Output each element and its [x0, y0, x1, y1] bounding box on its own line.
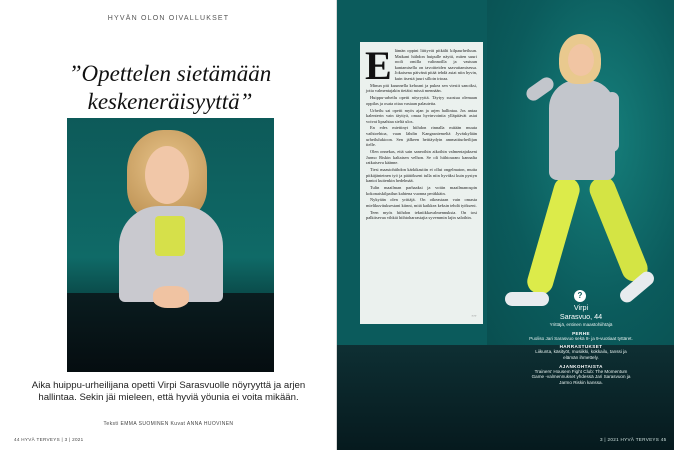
portrait-photo	[67, 118, 274, 372]
body-paragraph: Tulin maailman parhaaksi ja voitin maailmancupin kokonaiskilpailun kahtena vuonna peräkkäin.	[366, 184, 477, 196]
profile-job: Yrittäjä, entinen maastohiihtäjä	[549, 322, 613, 328]
body-paragraph: lämän oppini liittyvät pitkälti kilpaurheiluun. Matkani hiihdon huipulle näytti, miten suuri rooli omilla valinnoilla ja vastuun kantamisella on tavoitteiden saavuttamisessa. Jokaisena päivänä pitää tehdä asiat niin hyvin, kuin itsestä juuri silloin irtoaa.	[394, 48, 477, 81]
body-paragraph: Minun piti kuunnella kehoani ja pukea sen viestit sanoiksi, jotta valmentajakin tietäisi missä mennään.	[366, 82, 477, 94]
hobbies-label: HARRASTUKSET	[559, 344, 603, 350]
page-folio-left: 44 HYVÄ TERVEYS | 3 | 2021	[14, 437, 84, 442]
lead-caption: Aika huippu-urheilijana opetti Virpi Sarasvuolle nöyryyttä ja arjen hallintaa. Sekin jäi mieleen, että hyviä yöunia ei voita mikään.	[31, 380, 306, 403]
question-badge-icon: ?	[574, 290, 586, 302]
page-folio-right: 3 | 2021 HYVÄ TERVEYS 45	[600, 437, 667, 442]
body-paragraph: Nykyään olen yrittäjä. On oikeastaan vain omasta mielikuvituksestani kiinni, mitä kaikkea keksin tehdä työkseni.	[366, 197, 477, 208]
body-paragraph: Tiesi maastohiihdon kärkikastiin ei ollut ongelmaton, mutta pitkäjänteinen työ ja päätökseni tulla niin hyväksi kuin pystyn kantoi kuitenkin hedelmää.	[366, 167, 477, 184]
profile-name: Virpi Sarasvuo, 44	[559, 303, 603, 321]
drop-cap: E	[365, 43, 392, 88]
hobbies-value: Liikunta, käsityöt, musiikki, kokkailu, tanssi ja elämän ihmettely.	[535, 349, 627, 360]
body-paragraph: Huippu-urheilu opetti nöyryyttä. Täytyy suostua olemaan oppilas ja osata ottaa vastaan palautetta.	[366, 95, 477, 106]
article-title	[20, 60, 320, 116]
body-paragraph: Teen myös hiihdon tekniikkavalmennuksia. On tosi palkitsevaa vihkiä hiihtoharrastajia syvemmin lajin saloihin.	[366, 209, 477, 221]
profile-box	[529, 304, 633, 385]
family-value: Puoliso Jari Sarasvuo sekä 8- ja 9-vuotiaat tyttäret.	[529, 335, 633, 341]
title-line-2: keskeneräisyyttä”	[87, 89, 253, 114]
family-label: PERHE	[572, 330, 590, 336]
article-body-box	[360, 42, 483, 324]
body-paragraph: En edes miettinyt hiihdon rinnalla mitään muuta vaihtoehtoa, vaan lähdin Kangasniemeltä Jyväskylään urheilulukioon. Sen jälkeen heittäydyin ammattiurheilijan tielle.	[366, 125, 477, 148]
right-page	[337, 0, 674, 450]
body-paragraph: Urheilu sai opetti myös ajan ja arjen hallintaa. Jos antaa kalenterin vain täyttyä, omaa hyvinvointia ylläpitävät asiat voivat lipsahtaa sieltä ulos.	[366, 107, 477, 124]
end-mark: ›››	[471, 313, 477, 318]
current-value: Trainers' Houseın Fight Club: The Momentum Game -valmennukset yhdessä Jari Sarasvuon ja Jarmo Riskin kanssa.	[531, 368, 631, 385]
current-label: AJANKOHTAISTA	[559, 363, 603, 369]
title-line-1: ”Opettelen sietämään	[68, 61, 272, 86]
section-heading: HYVÄN OLON OIVALLUKSET	[107, 15, 230, 22]
body-paragraph: Olen onnekas, että sain saneoihin aikoihin valmentajakseni Jarmo Riskin kaltaisen velhon. Se oli hiihtouranı kannalta ratkaiseva käänne.	[366, 149, 477, 166]
credits-line: Teksti EMMA SUOMINEN Kuvat ANNA HUOVINEN	[103, 421, 234, 427]
